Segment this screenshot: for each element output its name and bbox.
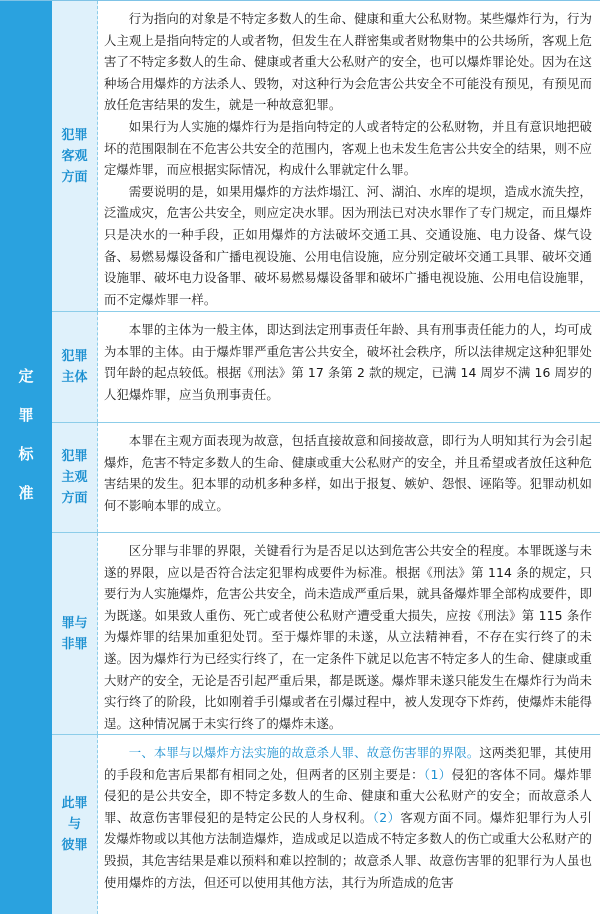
section-content	[104, 540, 592, 734]
section-content	[104, 742, 592, 893]
section-crime-vs-noncrime	[52, 533, 600, 735]
sidebar-title-char: 定	[18, 366, 34, 385]
section-content	[104, 319, 592, 405]
section-subjective-aspect	[52, 423, 600, 533]
paragraph: 本罪的主体为一般主体，即达到法定刑事责任年龄、具有刑事责任能力的人，均可成为本罪的主体。由于爆炸罪严重危害公共安全，破坏社会秩序，所以法律规定这种犯罪处罚年龄的起点较低。根据《刑法》第 17 条第 2 款的规定，已满 14 周岁不满 16 周岁的人犯爆炸罪，应当负刑事责任。	[104, 322, 592, 402]
paragraph: 本罪在主观方面表现为故意，包括直接故意和间接故意，即行为人明知其行为会引起爆炸，危害不特定多数人的生命、健康或重大公私财产的安全，并且希望或者放任这种危害结果的发生。犯本罪的动机多种多样，如出于报复、嫉妒、怨恨、诬陷等。犯罪动机如何不影响本罪的成立。	[104, 433, 592, 513]
subheading: 一、本罪与以爆炸方法实施的故意杀人罪、故意伤害罪的界限。	[128, 745, 480, 760]
paragraph: 行为指向的对象是不特定多数人的生命、健康和重大公私财物。某些爆炸行为，行为人主观上是指向特定的人或者物，但发生在人群密集或者财物集中的公共场所，客观上危害了不特定多数人的生命、健康或者重大公私财产的安全，也可以爆炸罪论处。因为在这种场合用爆炸的方法杀人、毁物，对这种行为会危害公共安全不可能没有预见，有预见而放任危害结果的发生，就是一种故意犯罪。	[104, 11, 592, 113]
paragraph: 区分罪与非罪的界限，关键看行为是否足以达到危害公共安全的程度。本罪既遂与未遂的界限，应以是否符合法定犯罪构成要件为标准。根据《刑法》第 114 条的规定，只要行为人实施爆炸，危害公共安全，尚未造成严重后果，就具备爆炸罪全部构成要件，即为既遂。如果致人重伤、死亡或者使公私财产遭受重大损失，应按《刑法》第 115 条作为爆炸罪的结果加重犯处罚。至于爆炸罪的未遂，从立法精神看，不存在实行终了的未遂。因为爆炸行为已经实行终了，在一定条件下就足以危害不特定多人的生命、健康或重大财产的安全，无论是否引起严重后果，都是既遂。爆炸罪未遂只能发生在爆炸行为尚未实行终了的阶段，比如刚着手引爆或者在引爆过程中，被人发现夺下炸药，使爆炸未能得逞。这种情况属于未实行终了的爆炸未遂。	[104, 543, 592, 731]
section-label-cell	[52, 735, 98, 914]
sidebar-title-char: 准	[18, 483, 34, 502]
section-content	[104, 430, 592, 516]
sidebar-title	[18, 365, 33, 503]
section-label: 罪与 非罪	[61, 615, 88, 652]
section-label-cell	[52, 533, 98, 734]
section-label-cell	[52, 312, 98, 422]
section-label-cell	[52, 1, 98, 311]
section-label: 犯罪 主观 方面	[61, 449, 88, 506]
section-content	[104, 8, 592, 310]
list-number: （1）	[423, 766, 452, 782]
section-this-vs-other-crime	[52, 735, 600, 914]
section-subject	[52, 312, 600, 423]
section-label: 犯罪 客观 方面	[61, 127, 88, 185]
list-number: （2）	[372, 809, 401, 825]
paragraph: 一、本罪与以爆炸方法实施的故意杀人罪、故意伤害罪的界限。这两类犯罪，其使用的手段和危害后果都有相同之处，但两者的区别主要是：（1）侵犯的客体不同。爆炸罪侵犯的是公共安全，即不特定多数人的生命、健康和重大公私财产的安全；而故意杀人罪、故意伤害罪侵犯的是特定公民的人身权利。（2）客观方面不同。爆炸犯罪行为人引发爆炸物或以其他方法制造爆炸，造成或足以造成不特定多数人的伤亡或重大公私财产的毁损，其危害结果是难以预料和难以控制的；故意杀人罪、故意伤害罪的犯罪行为人虽也使用爆炸的方法，但还可以使用其他方法，其行为所造成的危害	[104, 745, 593, 890]
section-label: 此罪 与 彼罪	[61, 796, 88, 853]
section-label-cell	[52, 423, 98, 532]
section-objective-aspect	[52, 1, 600, 312]
sidebar-title-column	[0, 1, 52, 914]
paragraph: 如果行为人实施的爆炸行为是指向特定的人或者特定的公私财物，并且有意识地把破坏的范围限制在不危害公共安全的范围内，客观上也未发生危害公共安全的结果，则不应定爆炸罪，而应根据实际情况，构成什么罪就定什么罪。	[104, 118, 592, 178]
sidebar-title-char: 标	[18, 444, 34, 463]
paragraph: 需要说明的是，如果用爆炸的方法炸塌江、河、湖泊、水库的堤坝，造成水流失控，泛滥成灾，危害公共安全，则应定决水罪。因为刑法已对决水罪作了专门规定，而且爆炸只是决水的一种手段，正如用爆炸的方法破坏交通工具、交通设施、电力设备、煤气设备、易燃易爆设备和广播电视设施、公用电信设施，应分别定破坏交通工具罪、破坏交通设施罪、破坏电力设备罪、破坏易燃易爆设备罪和破坏广播电视设施、公用电信设施罪，而不定爆炸罪一样。	[104, 183, 592, 307]
section-label: 犯罪 主体	[61, 349, 88, 385]
sidebar-title-char: 罪	[18, 405, 34, 424]
